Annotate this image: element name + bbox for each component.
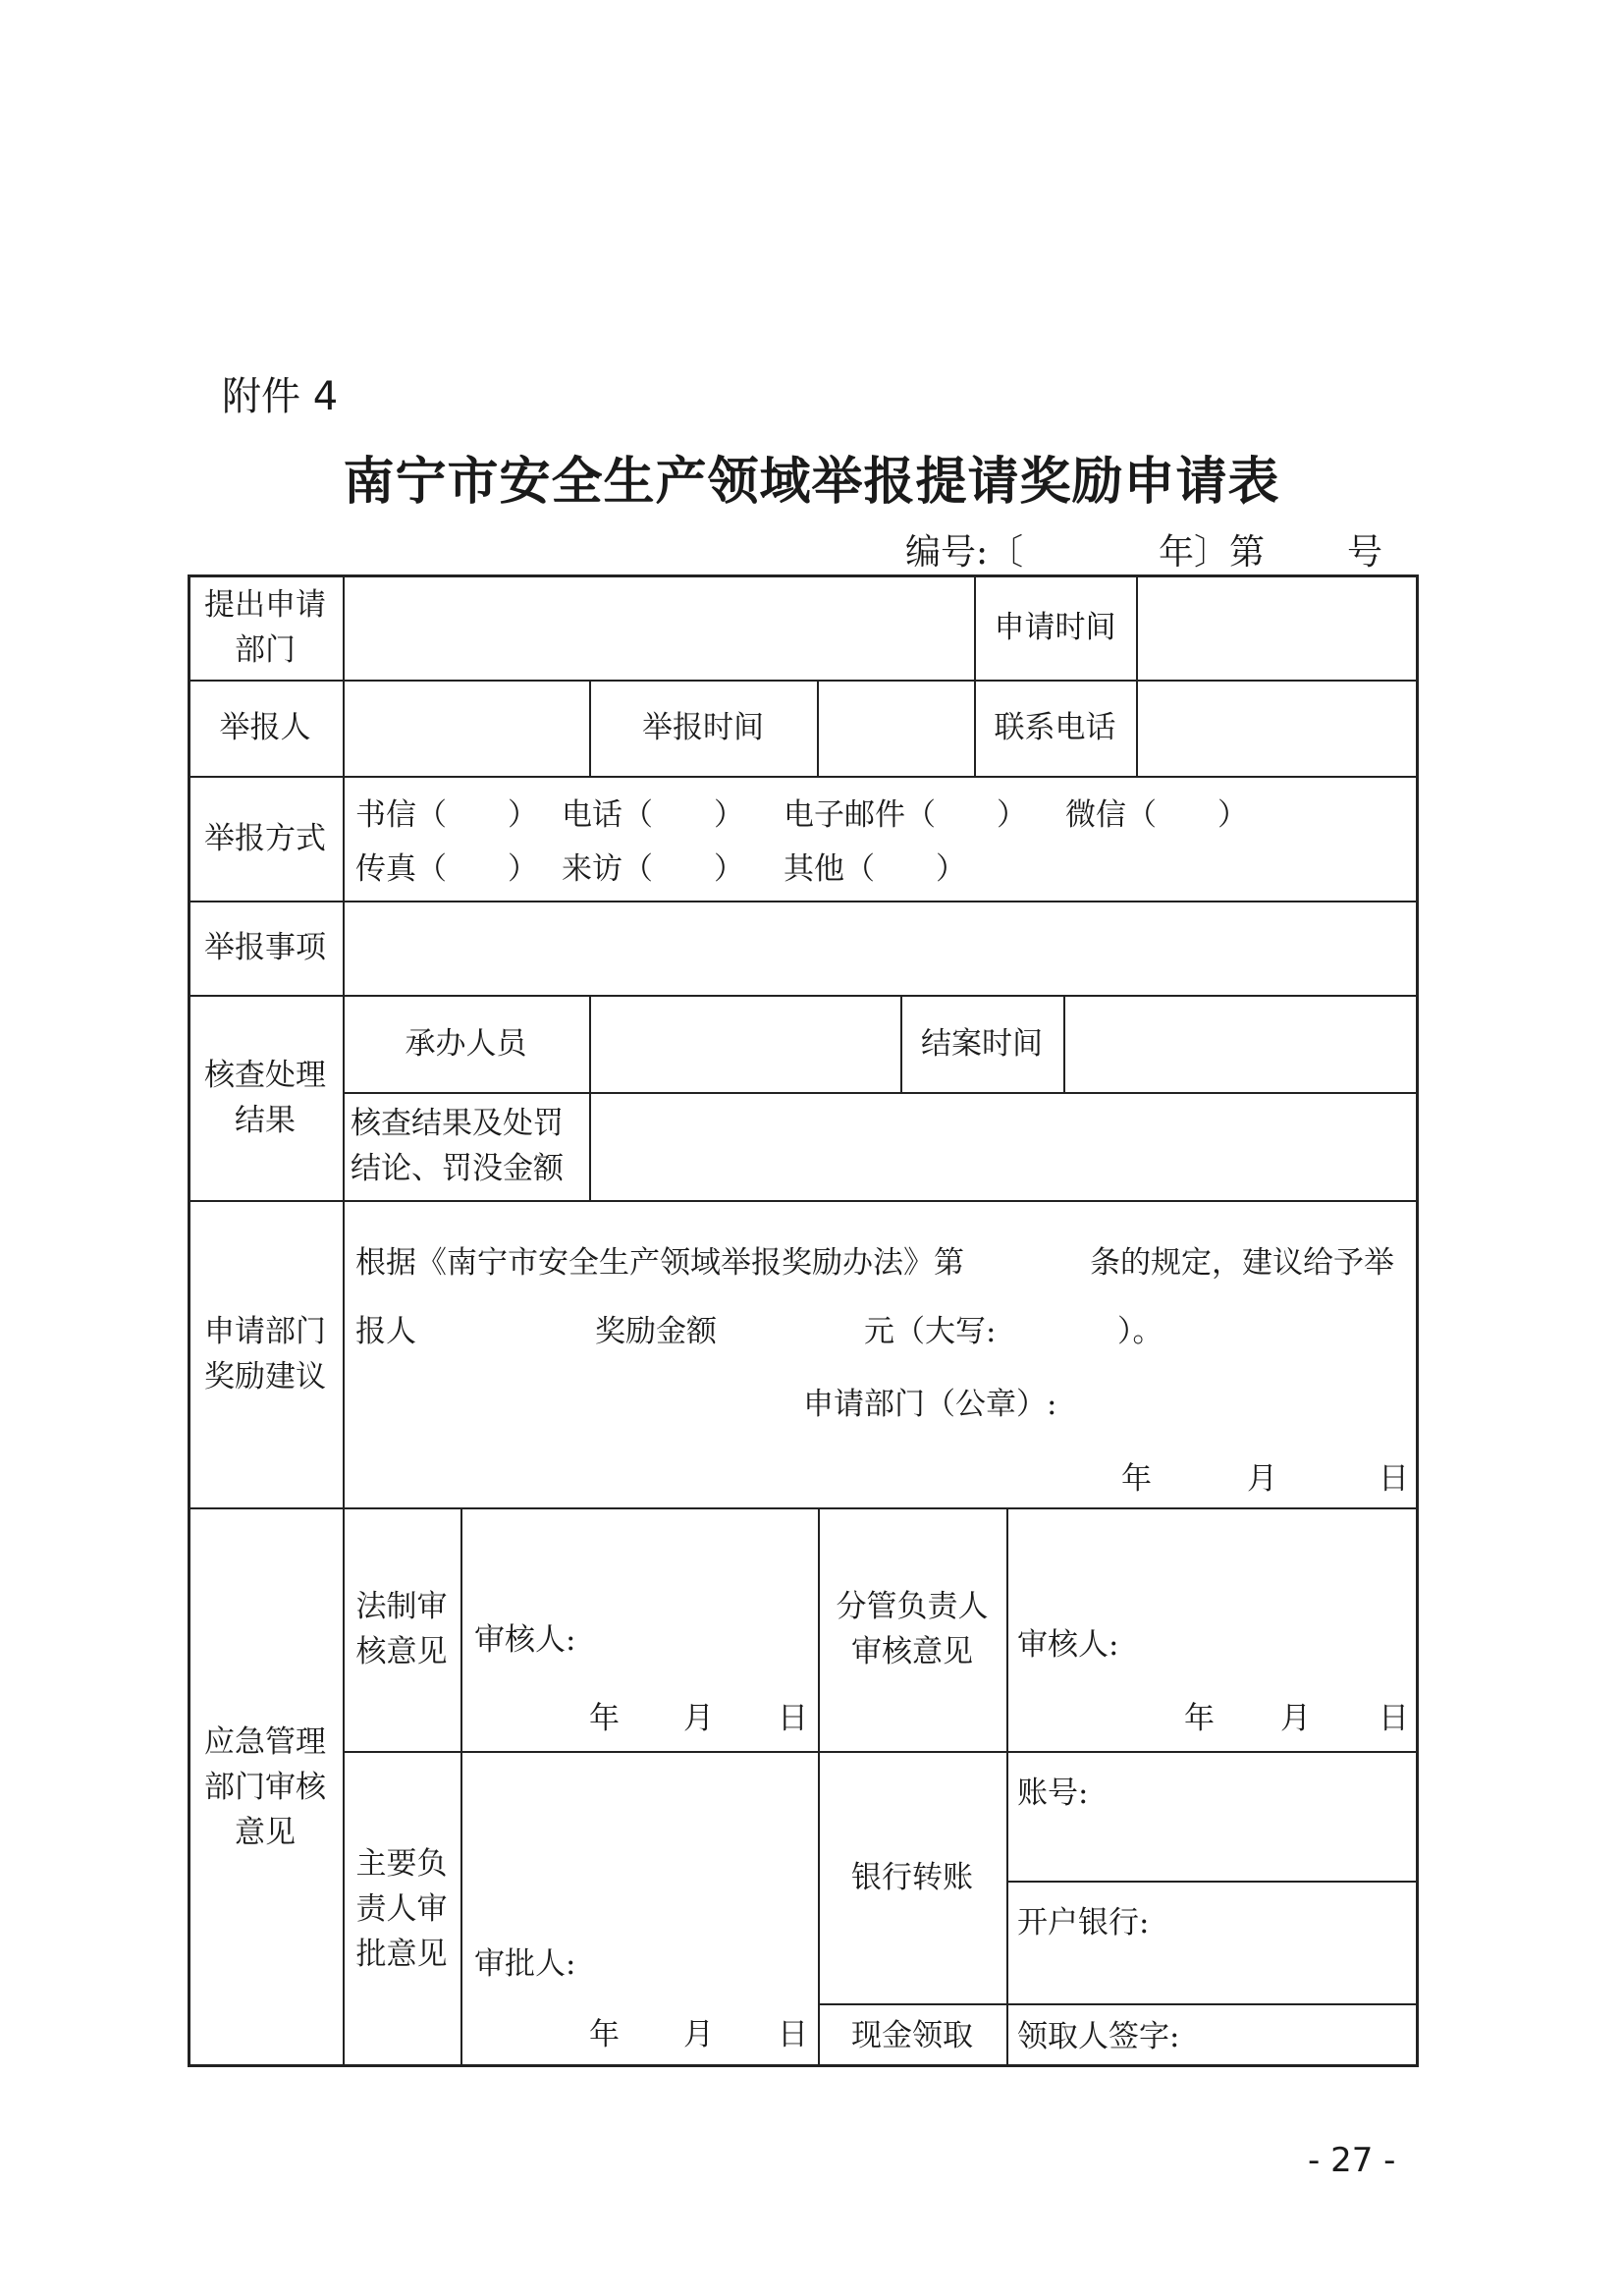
method-phone[interactable]: 电话（ ） <box>562 797 744 833</box>
page-number: - 27 - <box>1308 2141 1396 2180</box>
deputy-label: 分管负责人审核意见 <box>836 1589 989 1669</box>
result-field[interactable] <box>590 1093 1417 1200</box>
form-title: 南宁市安全生产领域举报提请奖励申请表 <box>343 452 1280 512</box>
chief-label: 主要负责人审批意见 <box>355 1846 448 1972</box>
chief-date-day: 日 <box>778 2017 808 2052</box>
legal-label: 法制审核意见 <box>355 1589 448 1669</box>
method-wechat[interactable]: 微信（ ） <box>1065 797 1248 833</box>
dept-field[interactable] <box>344 575 974 680</box>
method-fax[interactable]: 传真（ ） <box>355 851 538 887</box>
serial-label: 编号:〔 <box>905 532 1024 573</box>
emergency-label: 应急管理部门审核意见 <box>204 1724 326 1850</box>
method-email[interactable]: 电子邮件（ ） <box>784 797 1027 833</box>
suggest-date-year: 年 <box>1121 1461 1152 1497</box>
deputy-date-month: 月 <box>1280 1701 1311 1736</box>
deputy-date-day: 日 <box>1379 1701 1409 1736</box>
suggest-line1-b: 条的规定，建议给予举 <box>1090 1245 1394 1281</box>
handler-field[interactable] <box>590 996 900 1092</box>
suggest-line2-b: 奖励金额 <box>595 1314 717 1349</box>
handler-label: 承办人员 <box>405 1025 527 1062</box>
phone-field[interactable] <box>1137 681 1417 776</box>
serial-number: 号 <box>1347 532 1383 573</box>
suggest-date-month: 月 <box>1247 1461 1277 1497</box>
bank-transfer-label: 银行转账 <box>851 1859 973 1895</box>
dept-label: 提出申请部门 <box>204 586 326 668</box>
serial-year: 年〕第 <box>1159 532 1266 573</box>
suggest-line2-a: 报人 <box>355 1314 416 1349</box>
method-other[interactable]: 其他（ ） <box>784 851 966 887</box>
reporter-field[interactable] <box>344 681 589 776</box>
deputy-reviewer-label: 审核人: <box>1017 1627 1119 1663</box>
attachment-label: 附件 4 <box>222 374 339 419</box>
report-time-label: 举报时间 <box>642 710 764 745</box>
report-time-field[interactable] <box>818 681 974 776</box>
account-label: 账号: <box>1017 1776 1089 1811</box>
suggest-label: 申请部门奖励建议 <box>204 1313 326 1394</box>
seal-label: 申请部门（公章）: <box>803 1387 1057 1422</box>
suggest-line2-d: ）。 <box>1117 1314 1163 1349</box>
suggest-line1-a: 根据《南宁市安全生产领域举报奖励办法》第 <box>355 1245 964 1281</box>
apply-time-label: 申请时间 <box>994 609 1116 645</box>
verify-label: 核查处理结果 <box>204 1057 326 1138</box>
legal-date-day: 日 <box>778 1701 808 1736</box>
deputy-date-year: 年 <box>1184 1701 1215 1736</box>
legal-date-month: 月 <box>683 1701 714 1736</box>
matter-field[interactable] <box>344 902 1417 995</box>
chief-date-year: 年 <box>589 2017 620 2052</box>
method-label: 举报方式 <box>204 820 326 856</box>
legal-date-year: 年 <box>589 1701 620 1736</box>
approver-label: 审批人: <box>474 1946 576 1982</box>
apply-time-field[interactable] <box>1137 575 1417 680</box>
legal-reviewer-label: 审核人: <box>474 1622 576 1658</box>
suggest-date-day: 日 <box>1379 1461 1409 1497</box>
signature-label: 领取人签字: <box>1017 2019 1180 2054</box>
bank-name-label: 开户银行: <box>1017 1905 1150 1941</box>
matter-label: 举报事项 <box>204 930 326 965</box>
cash-label: 现金领取 <box>851 2017 973 2053</box>
method-visit[interactable]: 来访（ ） <box>562 851 744 887</box>
method-letter[interactable]: 书信（ ） <box>355 797 538 833</box>
suggest-line2-c: 元（大写: <box>864 1314 997 1349</box>
result-label: 核查结果及处罚结论、罚没金额 <box>351 1106 564 1186</box>
phone-label: 联系电话 <box>994 710 1116 745</box>
close-time-label: 结案时间 <box>921 1025 1043 1062</box>
chief-date-month: 月 <box>683 2017 714 2052</box>
reporter-label: 举报人 <box>219 710 311 745</box>
close-time-field[interactable] <box>1064 996 1417 1092</box>
